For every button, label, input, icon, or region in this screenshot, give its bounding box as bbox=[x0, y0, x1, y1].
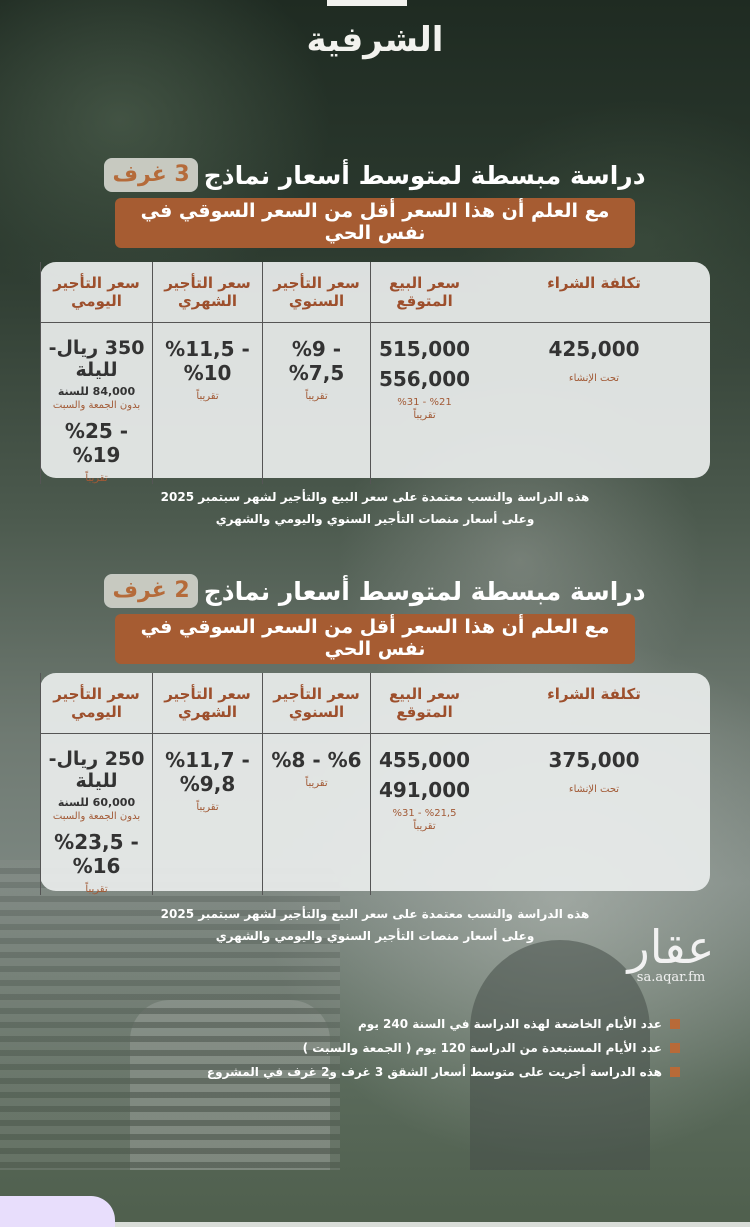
daily-approx: تقريباً bbox=[85, 884, 108, 895]
purchase-note: تحت الإنشاء bbox=[568, 373, 620, 384]
section-title bbox=[0, 158, 750, 192]
note-line: وعلى أسعار منصات التأجير السنوي واليومي والشهري bbox=[215, 929, 535, 943]
bullet-text: عدد الأيام الخاضعة لهذه الدراسة في السنة 240 يوم bbox=[358, 1017, 662, 1031]
cell-annual bbox=[262, 323, 370, 484]
sale-approx: تقريباً bbox=[413, 410, 436, 421]
cell-purchase bbox=[478, 323, 710, 484]
sale-high: 556,000 bbox=[378, 367, 471, 391]
bullet-text: عدد الأيام المستبعدة من الدراسة 120 يوم ( الجمعة والسبت ) bbox=[302, 1041, 662, 1055]
bullet-square-icon bbox=[670, 1019, 680, 1029]
rooms-badge: 3 غرف bbox=[104, 158, 197, 192]
bottom-edge bbox=[115, 1222, 750, 1227]
section-notes bbox=[0, 486, 750, 530]
daily-approx: تقريباً bbox=[85, 473, 108, 484]
header-sale: سعر البيع المتوقع bbox=[370, 673, 478, 734]
section-2-rooms bbox=[0, 574, 750, 664]
monthly-value: %11,7 - %9,8 bbox=[165, 748, 250, 796]
header-daily: سعر التأجير اليومي bbox=[40, 673, 152, 734]
note-line: وعلى أسعار منصات التأجير السنوي واليومي والشهري bbox=[215, 512, 535, 526]
sale-approx: تقريباً bbox=[413, 821, 436, 832]
sale-pct: %31 - %21 bbox=[397, 397, 452, 408]
section-title-text: دراسة مبسطة لمتوسط أسعار نماذج bbox=[203, 576, 646, 606]
sale-low: 455,000 bbox=[378, 748, 471, 772]
section-subtitle: مع العلم أن هذا السعر أقل من السعر السوقي في نفس الحي bbox=[115, 198, 635, 248]
header-monthly: سعر التأجير الشهري bbox=[152, 673, 262, 734]
bullet-text: هذه الدراسة أجريت على متوسط أسعار الشقق 3 غرف و2 غرف في المشروع bbox=[206, 1065, 662, 1079]
note-line: هذه الدراسة والنسب معتمدة على سعر البيع والتأجير لشهر سبتمبر 2025 bbox=[160, 907, 590, 921]
overlay-corner-button[interactable] bbox=[0, 1196, 115, 1227]
list-item bbox=[207, 1012, 680, 1036]
header-monthly: سعر التأجير الشهري bbox=[152, 262, 262, 323]
logo-name: الشرفية bbox=[306, 20, 444, 60]
aqar-url: sa.aqar.fm bbox=[636, 970, 706, 985]
cell-daily bbox=[40, 323, 152, 484]
cell-purchase bbox=[478, 734, 710, 895]
cell-annual bbox=[262, 734, 370, 895]
list-item bbox=[207, 1036, 680, 1060]
list-item bbox=[207, 1060, 680, 1084]
cell-daily bbox=[40, 734, 152, 895]
cell-monthly bbox=[152, 323, 262, 484]
section-title-text: دراسة مبسطة لمتوسط أسعار نماذج bbox=[203, 160, 646, 190]
rooms-badge: 2 غرف bbox=[104, 574, 197, 608]
header-daily: سعر التأجير اليومي bbox=[40, 262, 152, 323]
daily-pct: %23,5 - %16 bbox=[54, 830, 139, 878]
sale-pct: %31 - %21,5 bbox=[392, 808, 457, 819]
aqar-logo-text: عقار bbox=[627, 920, 715, 974]
section-subtitle: مع العلم أن هذا السعر أقل من السعر السوقي في نفس الحي bbox=[115, 614, 635, 664]
daily-exclusion: بدون الجمعة والسبت bbox=[52, 811, 141, 822]
sale-low: 515,000 bbox=[378, 337, 471, 361]
annual-approx: تقريباً bbox=[305, 391, 328, 402]
header-sale: سعر البيع المتوقع bbox=[370, 262, 478, 323]
header-annual: سعر التأجير السنوي bbox=[262, 673, 370, 734]
header-purchase: تكلفة الشراء bbox=[478, 262, 710, 323]
purchase-value: 375,000 bbox=[548, 748, 640, 772]
bullet-square-icon bbox=[670, 1043, 680, 1053]
study-notes-list bbox=[207, 1012, 720, 1084]
annual-value: %9 - %7,5 bbox=[288, 337, 345, 385]
cell-sale bbox=[370, 734, 478, 895]
annual-value: %8 - %6 bbox=[271, 748, 362, 772]
note-line: هذه الدراسة والنسب معتمدة على سعر البيع والتأجير لشهر سبتمبر 2025 bbox=[160, 490, 590, 504]
purchase-note: تحت الإنشاء bbox=[568, 784, 620, 795]
daily-exclusion: بدون الجمعة والسبت bbox=[52, 400, 141, 411]
monthly-approx: تقريباً bbox=[196, 391, 219, 402]
sale-high: 491,000 bbox=[378, 778, 471, 802]
cell-monthly bbox=[152, 734, 262, 895]
daily-rate: 350 ريال- لليلة bbox=[48, 337, 145, 381]
daily-pct: %25 - %19 bbox=[64, 419, 129, 467]
monthly-approx: تقريباً bbox=[196, 802, 219, 813]
annual-approx: تقريباً bbox=[305, 778, 328, 789]
purchase-value: 425,000 bbox=[548, 337, 640, 361]
brand-logo bbox=[0, 0, 750, 60]
price-table-3-rooms bbox=[40, 262, 710, 484]
cell-sale bbox=[370, 323, 478, 484]
price-table-2-rooms bbox=[40, 673, 710, 895]
aqar-watermark bbox=[606, 920, 736, 985]
header-annual: سعر التأجير السنوي bbox=[262, 262, 370, 323]
daily-year: 84,000 للسنة bbox=[57, 385, 136, 398]
section-3-rooms bbox=[0, 158, 750, 248]
logo-bar bbox=[327, 0, 407, 6]
section-title bbox=[0, 574, 750, 608]
header-purchase: تكلفة الشراء bbox=[478, 673, 710, 734]
daily-year: 60,000 للسنة bbox=[57, 796, 136, 809]
monthly-value: %11,5 - %10 bbox=[165, 337, 250, 385]
daily-rate: 250 ريال- لليلة bbox=[48, 748, 145, 792]
bullet-square-icon bbox=[670, 1067, 680, 1077]
